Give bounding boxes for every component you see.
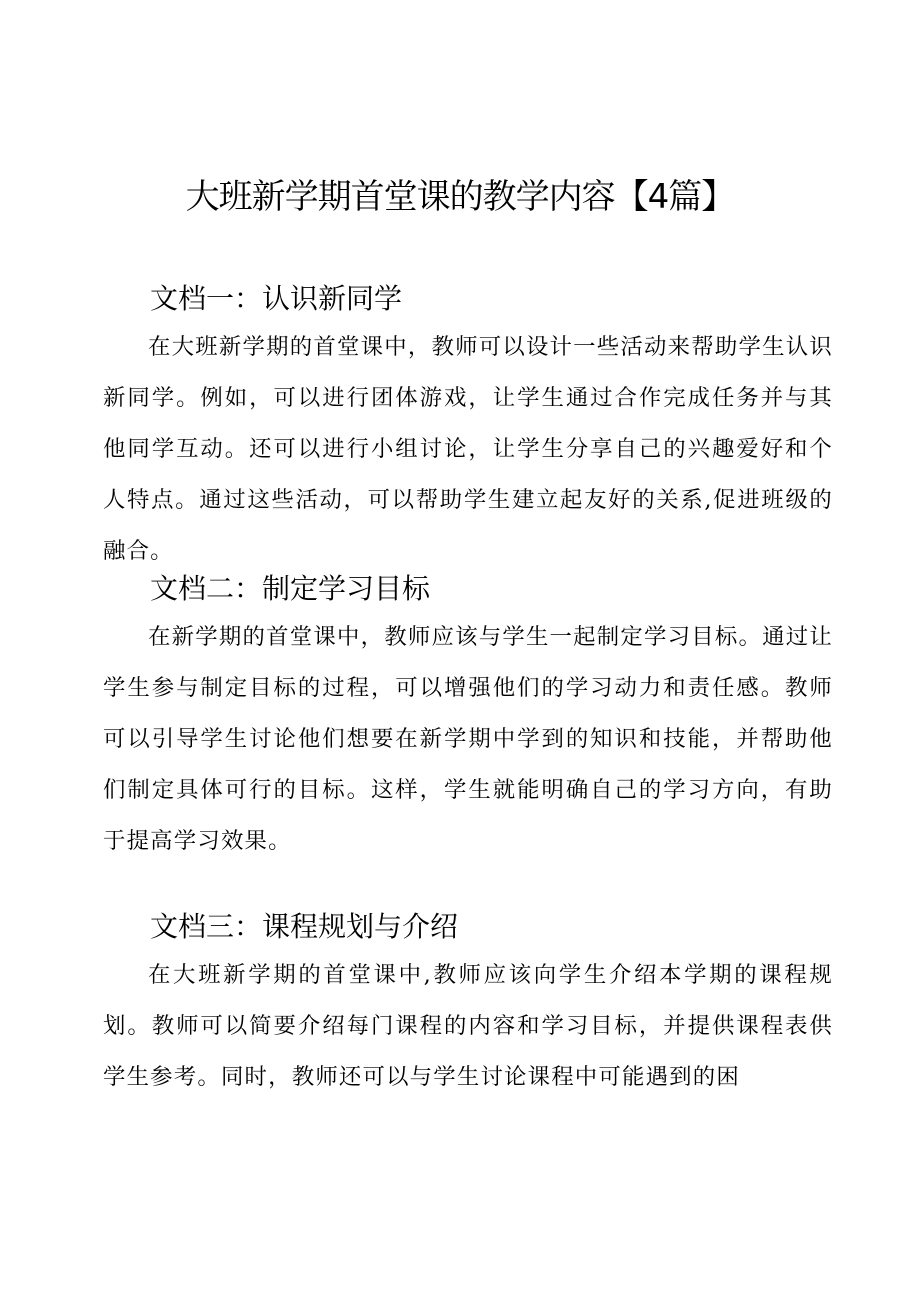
section-paragraph-2: 在新学期的首堂课中，教师应该与学生一起制定学习目标。通过让学生参与制定目标的过程，可以增强他们的学习动力和责任感。教师可以引导学生讨论他们想要在新学期中学到的知识和技能，并帮助他们制定具体可行的目标。这样，学生就能明确自己的学习方向，有助于提高学习效果。	[103, 624, 833, 854]
section-heading-3: 文档三：课程规划与介绍	[150, 910, 459, 943]
document-title: 大班新学期首堂课的教学内容【4篇】	[185, 177, 735, 217]
section-paragraph-3: 在大班新学期的首堂课中,教师应该向学生介绍本学期的课程规划。教师可以简要介绍每门课程的内容和学习目标，并提供课程表供学生参考。同时，教师还可以与学生讨论课程中可能遇到的困	[103, 962, 833, 1090]
section-heading-2: 文档二：制定学习目标	[150, 572, 431, 605]
section-heading-1: 文档一：认识新同学	[150, 282, 403, 315]
section-paragraph-1: 在大班新学期的首堂课中，教师可以设计一些活动来帮助学生认识新同学。例如，可以进行团体游戏，让学生通过合作完成任务并与其他同学互动。还可以进行小组讨论，让学生分享自己的兴趣爱好和个人特点。通过这些活动，可以帮助学生建立起友好的关系,促进班级的融合。	[103, 334, 833, 564]
